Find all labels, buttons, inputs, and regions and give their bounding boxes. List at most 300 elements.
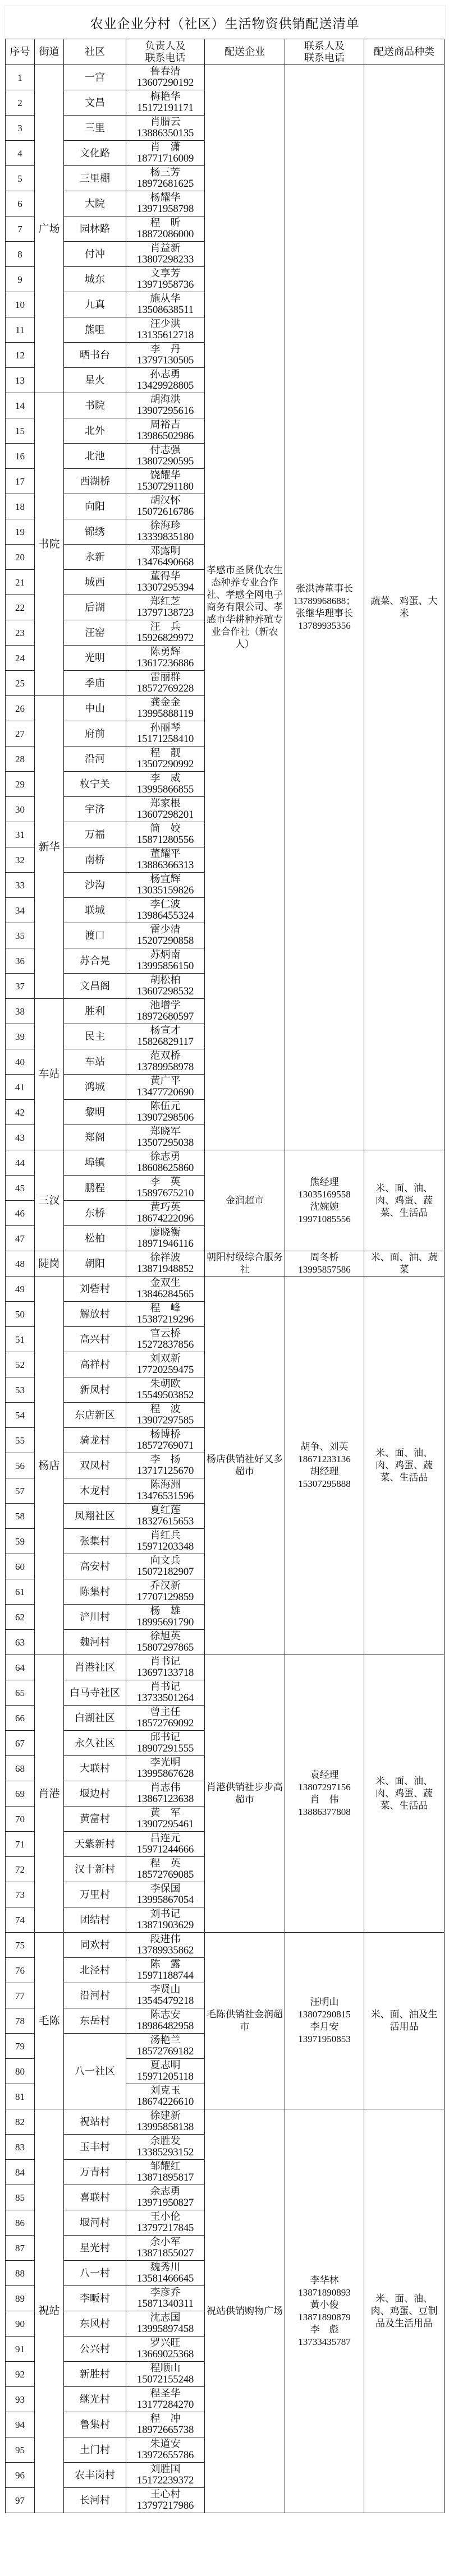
community-name: 凤翔社区	[64, 1504, 126, 1529]
person-phone: 13995856150	[136, 960, 194, 972]
community-name: 枚宁关	[64, 772, 126, 797]
community-name: 熊咀	[64, 317, 126, 343]
row-number: 45	[6, 1176, 35, 1201]
row-number: 88	[6, 2261, 35, 2286]
person-phone: 15926829972	[136, 632, 194, 644]
row-number: 96	[6, 2463, 35, 2488]
table-row	[6, 1150, 445, 1176]
community-name: 三里	[64, 116, 126, 141]
community-name: 光明	[64, 646, 126, 671]
row-number: 77	[6, 1983, 35, 2008]
community-name: 大联村	[64, 1756, 126, 1781]
person-in-charge	[126, 1327, 205, 1352]
person-name: 夏红莲	[150, 1504, 181, 1515]
row-number: 37	[6, 974, 35, 999]
person-phone: 13846284565	[136, 1288, 194, 1300]
person-phone: 13476531596	[136, 1490, 194, 1502]
row-number: 3	[6, 116, 35, 141]
person-in-charge	[126, 2488, 205, 2513]
community-name: 堰边村	[64, 1781, 126, 1807]
community-name: 三里棚	[64, 166, 126, 191]
row-number: 49	[6, 1277, 35, 1302]
community-name: 鲁集村	[64, 2412, 126, 2437]
row-number: 26	[6, 696, 35, 721]
person-in-charge	[126, 2109, 205, 2135]
community-name: 张集村	[64, 1529, 126, 1554]
row-number: 46	[6, 1201, 35, 1226]
person-phone: 18986482958	[136, 2020, 194, 2032]
header-no: 序号	[6, 39, 35, 65]
person-in-charge	[126, 1756, 205, 1781]
row-number: 65	[6, 1680, 35, 1706]
person-phone: 15172191171	[137, 102, 194, 114]
person-name: 孙志勇	[150, 368, 181, 380]
person-phone: 15549503852	[136, 1389, 194, 1401]
row-number: 74	[6, 1907, 35, 1933]
person-phone: 15871340311	[137, 2298, 194, 2310]
community-name: 永新	[64, 545, 126, 570]
person-name: 鲁春清	[150, 66, 181, 77]
table-row	[6, 65, 445, 90]
person-in-charge	[126, 1277, 205, 1302]
community-name: 苏合晃	[64, 948, 126, 974]
person-in-charge	[126, 646, 205, 671]
person-phone: 13135612718	[136, 329, 194, 341]
person-phone: 13986502986	[136, 430, 194, 442]
person-phone: 13177284270	[136, 2399, 194, 2411]
person-name: 刘双新	[150, 1353, 181, 1364]
person-name: 徐志勇	[150, 1151, 181, 1162]
person-in-charge	[126, 317, 205, 343]
person-name: 李 英	[150, 1176, 181, 1187]
person-in-charge	[126, 1680, 205, 1706]
person-phone: 15971188744	[137, 1970, 194, 1981]
person-in-charge	[126, 1882, 205, 1907]
goods-types: 米、面、油、肉、鸡蛋、豆制品及生活用品	[364, 2109, 445, 2513]
community-name: 沿河村	[64, 1983, 126, 2008]
person-name: 胡汉怀	[150, 495, 181, 506]
row-number: 9	[6, 267, 35, 292]
person-in-charge	[126, 948, 205, 974]
person-in-charge	[126, 1478, 205, 1504]
person-phone: 15871280556	[136, 834, 194, 846]
community-name: 九真	[64, 292, 126, 317]
person-name: 杨博桥	[150, 1428, 181, 1440]
person-in-charge	[126, 1150, 205, 1176]
contact-name: 汪明山	[310, 1997, 339, 2007]
person-name: 沈志国	[150, 2312, 181, 2323]
row-number: 57	[6, 1478, 35, 1504]
row-number: 59	[6, 1529, 35, 1554]
person-phone: 18872086000	[136, 228, 194, 240]
row-number: 92	[6, 2362, 35, 2387]
community-name: 东风村	[64, 2311, 126, 2337]
community-name: 北外	[64, 418, 126, 444]
person-name: 杨宣辉	[150, 873, 181, 884]
person-name: 苏炳南	[150, 949, 181, 960]
person-in-charge	[126, 2463, 205, 2488]
person-name: 王小伦	[150, 2211, 181, 2222]
table-row	[6, 1933, 445, 1958]
person-phone: 13607298201	[136, 809, 194, 821]
community-name: 魏河村	[64, 1630, 126, 1655]
person-in-charge	[126, 519, 205, 545]
person-name: 夏志明	[150, 2059, 181, 2071]
row-number: 69	[6, 1781, 35, 1807]
contact-name: 熊经理	[310, 1176, 339, 1187]
street-name: 新华	[35, 696, 64, 999]
person-in-charge	[126, 2412, 205, 2437]
person-in-charge	[126, 1352, 205, 1377]
person-name: 李仁波	[150, 898, 181, 910]
contact-name: 黄小俊	[310, 2299, 339, 2310]
person-name: 邱书记	[150, 1731, 181, 1743]
contact-name: 袁经理	[310, 1769, 339, 1780]
street-name: 书院	[35, 393, 64, 696]
person-in-charge	[126, 444, 205, 469]
goods-types: 米、面、油、肉、鸡蛋、蔬菜、生活品	[364, 1277, 445, 1655]
person-name: 刘书记	[150, 1908, 181, 1919]
community-name: 喜联村	[64, 2185, 126, 2210]
row-number: 67	[6, 1731, 35, 1756]
person-phone: 13385293152	[136, 2146, 194, 2158]
person-in-charge	[126, 1428, 205, 1453]
person-phone: 13307295394	[136, 582, 194, 593]
row-number: 94	[6, 2412, 35, 2437]
row-number: 61	[6, 1579, 35, 1605]
person-name: 陈志安	[150, 2009, 181, 2020]
community-name: 鸿城	[64, 1075, 126, 1100]
row-number: 48	[6, 1251, 35, 1277]
row-number: 78	[6, 2008, 35, 2034]
person-in-charge	[126, 1377, 205, 1403]
person-in-charge	[126, 721, 205, 746]
person-name: 施从华	[150, 293, 181, 304]
person-in-charge	[126, 242, 205, 267]
person-name: 陈海洲	[150, 1479, 181, 1490]
row-number: 97	[6, 2488, 35, 2513]
person-name: 李 扬	[150, 1454, 181, 1465]
person-name: 刘克玉	[150, 2085, 181, 2096]
row-number: 11	[6, 317, 35, 343]
row-number: 18	[6, 494, 35, 519]
contact-name: 李 彪	[310, 2324, 339, 2335]
person-name: 汪少洪	[150, 318, 181, 329]
person-phone: 13607298532	[136, 985, 194, 997]
person-name: 余胜发	[150, 2135, 181, 2146]
community-name: 车站	[64, 1049, 126, 1075]
person-in-charge	[126, 1933, 205, 1958]
person-phone: 18907291555	[136, 1743, 194, 1754]
person-in-charge	[126, 2311, 205, 2337]
community-name: 民主	[64, 1024, 126, 1049]
community-name: 府前	[64, 721, 126, 746]
community-name: 高兴村	[64, 1327, 126, 1352]
street-name: 车站	[35, 999, 64, 1150]
person-name: 李贤山	[150, 1984, 181, 1995]
person-in-charge	[126, 2236, 205, 2261]
contact-name: 张继华理事长	[296, 608, 353, 619]
contact-phone: 19971085556	[298, 1213, 351, 1224]
person-in-charge	[126, 822, 205, 847]
person-name: 肖红兵	[150, 1529, 181, 1541]
person-name: 周裕吉	[150, 419, 181, 430]
community-name: 汪窑	[64, 620, 126, 646]
goods-types: 米、面、油、蔬菜	[364, 1251, 445, 1277]
person-phone: 13617236886	[136, 657, 194, 669]
row-number: 54	[6, 1403, 35, 1428]
person-in-charge	[126, 1453, 205, 1478]
person-name: 刘胜国	[150, 2463, 181, 2474]
goods-types: 米、面、油、肉、鸡蛋、蔬菜、生活品	[364, 1150, 445, 1251]
person-name: 肖书记	[150, 1681, 181, 1692]
person-phone: 18972681625	[136, 178, 194, 190]
person-phone: 15072182907	[136, 1566, 194, 1578]
community-name: 李畈村	[64, 2286, 126, 2311]
person-name: 邓露明	[150, 545, 181, 556]
row-number: 23	[6, 620, 35, 646]
row-number: 12	[6, 343, 35, 368]
person-phone: 13545479218	[136, 1995, 194, 2007]
person-in-charge	[126, 1958, 205, 1983]
community-name: 八一村	[64, 2261, 126, 2286]
person-phone: 13886350135	[136, 127, 194, 139]
row-number: 79	[6, 2034, 35, 2059]
person-in-charge	[126, 671, 205, 696]
person-phone: 13871895817	[136, 2172, 194, 2183]
community-name: 城东	[64, 267, 126, 292]
person-name: 杨宣才	[150, 1025, 181, 1036]
street-name: 陡岗	[35, 1251, 64, 1277]
row-number: 90	[6, 2311, 35, 2337]
community-name: 东桥	[64, 1201, 126, 1226]
row-number: 71	[6, 1832, 35, 1857]
row-number: 85	[6, 2185, 35, 2210]
person-name: 魏秀川	[150, 2261, 181, 2273]
row-number: 4	[6, 141, 35, 166]
person-phone: 15072155248	[136, 2374, 194, 2385]
person-name: 程 峰	[150, 1302, 181, 1314]
person-in-charge	[126, 696, 205, 721]
row-number: 93	[6, 2387, 35, 2412]
person-phone: 13339835180	[136, 531, 194, 543]
row-number: 72	[6, 1857, 35, 1882]
row-number: 76	[6, 1958, 35, 1983]
person-phone: 13789935862	[136, 1944, 194, 1956]
row-number: 84	[6, 2160, 35, 2185]
community-name: 土门村	[64, 2437, 126, 2463]
row-number: 15	[6, 418, 35, 444]
person-name: 肖益新	[150, 242, 181, 254]
person-in-charge	[126, 1655, 205, 1680]
street-name: 肖港	[35, 1655, 64, 1933]
person-name: 徐建新	[150, 2110, 181, 2121]
person-name: 雷丽群	[150, 671, 181, 683]
row-number: 64	[6, 1655, 35, 1680]
person-phone: 13867123638	[136, 1793, 194, 1805]
person-name: 胡海洪	[150, 394, 181, 405]
row-number: 6	[6, 191, 35, 216]
community-name: 晒书台	[64, 343, 126, 368]
person-phone: 13971950827	[136, 2197, 194, 2209]
person-name: 简 姣	[150, 823, 181, 834]
person-in-charge	[126, 1579, 205, 1605]
person-in-charge	[126, 2034, 205, 2059]
page-title: 农业企业分村（社区）生活物资供销配送清单	[90, 16, 360, 31]
person-in-charge	[126, 1554, 205, 1579]
person-in-charge	[126, 494, 205, 519]
person-phone: 13508638511	[137, 304, 194, 316]
person-phone: 13886366313	[136, 859, 194, 871]
delivery-enterprise: 孝感市圣贤优农生态种养专业合作社、孝感全网电子商务有限公司、孝感市华耕种养殖专业合作社（新农人）	[205, 65, 285, 1150]
person-name: 程 波	[150, 1403, 181, 1414]
person-in-charge	[126, 923, 205, 948]
person-phone: 13871855027	[136, 2247, 194, 2259]
person-name: 董耀平	[150, 848, 181, 859]
row-number: 28	[6, 746, 35, 772]
person-name: 朱朝欧	[150, 1378, 181, 1389]
person-phone: 17720259475	[136, 1364, 194, 1376]
person-in-charge	[126, 1504, 205, 1529]
person-name: 乔汉新	[150, 1580, 181, 1591]
person-phone: 18327615653	[136, 1515, 194, 1527]
person-phone: 13669025368	[136, 2348, 194, 2360]
person-phone: 18572769071	[136, 1440, 194, 1451]
person-phone: 18674226610	[136, 2096, 194, 2108]
person-phone: 15307291180	[137, 481, 194, 492]
community-name: 胜利	[64, 999, 126, 1024]
community-name: 长河村	[64, 2488, 126, 2513]
person-phone: 15971205118	[137, 2071, 194, 2082]
person-in-charge	[126, 2135, 205, 2160]
person-in-charge	[126, 2437, 205, 2463]
community-name: 东岳村	[64, 2008, 126, 2034]
row-number: 1	[6, 65, 35, 90]
community-name: 新凤村	[64, 1377, 126, 1403]
community-name: 刘砦村	[64, 1277, 126, 1302]
row-number: 27	[6, 721, 35, 746]
person-name: 徐旭英	[150, 1630, 181, 1642]
person-in-charge	[126, 1807, 205, 1832]
community-name: 书院	[64, 393, 126, 418]
person-phone: 13971958736	[136, 279, 194, 291]
row-number: 95	[6, 2437, 35, 2463]
person-name: 杨耀华	[150, 192, 181, 203]
person-in-charge	[126, 2387, 205, 2412]
community-name: 木龙村	[64, 1478, 126, 1504]
row-number: 25	[6, 671, 35, 696]
person-phone: 15807297865	[136, 1642, 194, 1653]
person-in-charge	[126, 1176, 205, 1201]
row-number: 41	[6, 1075, 35, 1100]
title-box	[4, 6, 446, 39]
person-in-charge	[126, 1125, 205, 1150]
person-phone: 18572769085	[136, 1869, 194, 1881]
person-in-charge	[126, 216, 205, 242]
community-name: 园林路	[64, 216, 126, 242]
person-in-charge	[126, 116, 205, 141]
person-name: 李彦乔	[150, 2287, 181, 2298]
row-number: 16	[6, 444, 35, 469]
person-name: 余小军	[150, 2236, 181, 2247]
community-name: 永久社区	[64, 1731, 126, 1756]
person-in-charge	[126, 797, 205, 822]
row-number: 68	[6, 1756, 35, 1781]
row-number: 33	[6, 873, 35, 898]
row-number: 5	[6, 166, 35, 191]
person-in-charge	[126, 873, 205, 898]
person-name: 李 威	[150, 772, 181, 784]
row-number: 50	[6, 1302, 35, 1327]
row-number: 58	[6, 1504, 35, 1529]
person-in-charge	[126, 898, 205, 923]
contact-name: 肖 伟	[310, 1794, 339, 1805]
row-number: 75	[6, 1933, 35, 1958]
person-in-charge	[126, 1226, 205, 1251]
person-name: 文享芳	[150, 268, 181, 279]
row-number: 29	[6, 772, 35, 797]
contact-name: 周冬桥	[310, 1252, 339, 1262]
community-name: 黄富村	[64, 1807, 126, 1832]
row-number: 39	[6, 1024, 35, 1049]
person-phone: 13717125670	[136, 1465, 194, 1477]
person-in-charge	[126, 292, 205, 317]
person-name: 肖 潇	[150, 141, 181, 153]
person-phone: 13807290595	[136, 455, 194, 467]
community-name: 一宫	[64, 65, 126, 90]
person-name: 付志强	[150, 444, 181, 455]
community-name: 汉十新村	[64, 1857, 126, 1882]
row-number: 20	[6, 545, 35, 570]
person-phone: 15826829117	[137, 1036, 194, 1048]
person-in-charge	[126, 1529, 205, 1554]
person-in-charge	[126, 393, 205, 418]
contact-phone: 15307295888	[298, 1478, 351, 1489]
person-in-charge	[126, 1024, 205, 1049]
person-in-charge	[126, 974, 205, 999]
community-name: 北泾村	[64, 1958, 126, 1983]
community-name: 浐川村	[64, 1605, 126, 1630]
person-in-charge	[126, 1731, 205, 1756]
person-name: 杨三芳	[150, 167, 181, 178]
person-in-charge	[126, 2286, 205, 2311]
contact-phone: 13807290815	[298, 2009, 351, 2020]
person-in-charge	[126, 1605, 205, 1630]
person-phone: 13807298233	[136, 254, 194, 265]
row-number: 31	[6, 822, 35, 847]
person-phone: 13907298506	[136, 1112, 194, 1123]
delivery-enterprise: 金润超市	[205, 1150, 285, 1251]
community-name: 堰河村	[64, 2210, 126, 2236]
community-name: 白湖社区	[64, 1706, 126, 1731]
person-phone: 13429928805	[136, 380, 194, 391]
person-name: 雷少清	[150, 924, 181, 935]
goods-types: 蔬菜、鸡蛋、大米	[364, 65, 445, 1150]
person-phone: 13995866855	[136, 784, 194, 795]
row-number: 10	[6, 292, 35, 317]
person-name: 徐祥波	[150, 1252, 181, 1263]
person-name: 董得华	[150, 570, 181, 582]
row-number: 44	[6, 1150, 35, 1176]
row-number: 32	[6, 847, 35, 873]
row-number: 38	[6, 999, 35, 1024]
enterprise-contact	[285, 1655, 364, 1933]
person-phone: 13995858138	[136, 2121, 194, 2133]
person-phone: 18972680597	[136, 1011, 194, 1022]
row-number: 40	[6, 1049, 35, 1075]
person-phone: 15172239372	[136, 2474, 194, 2486]
person-in-charge	[126, 620, 205, 646]
